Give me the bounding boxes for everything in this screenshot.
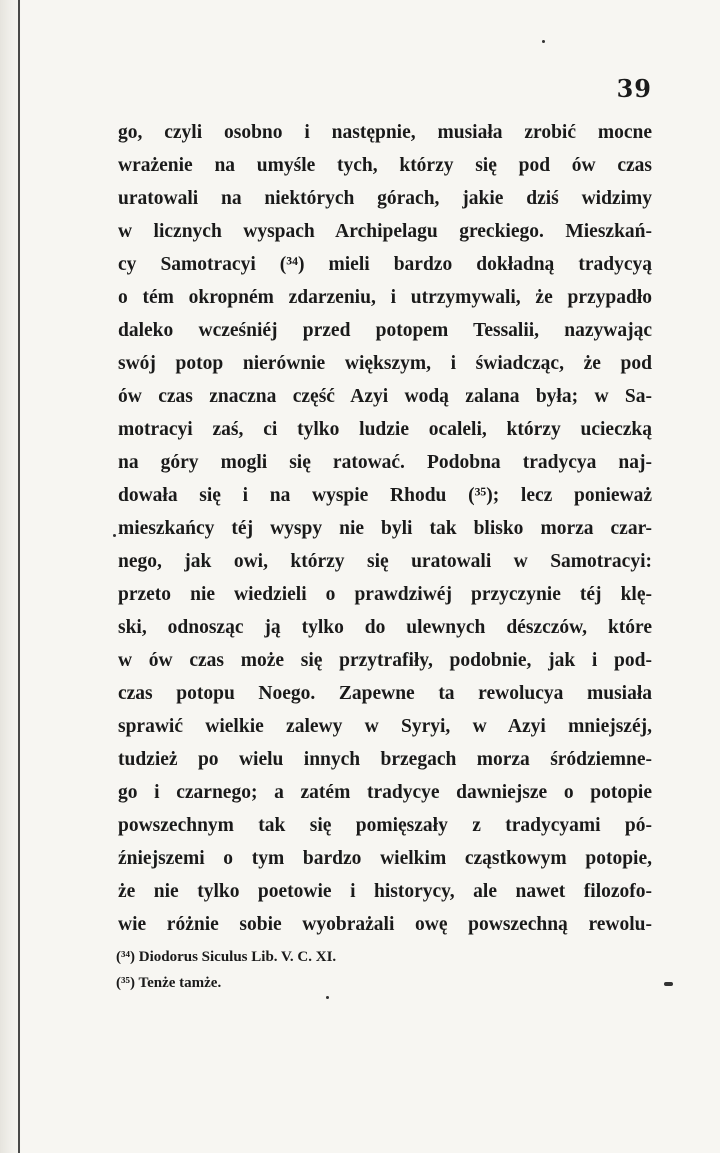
footnotes <box>116 944 636 996</box>
text-line: że nie tylko poetowie i historycy, ale nawet filozofo- <box>118 881 652 902</box>
text-line: wie różnie sobie wyobrażali owę powszechną rewolu- <box>118 914 652 935</box>
text-line: na góry mogli się ratować. Podobna tradycya naj- <box>118 452 652 473</box>
text-line: nego, jak owi, którzy się uratowali w Samotracyi: <box>118 551 652 572</box>
text-line: przeto nie wiedzieli o prawdziwéj przyczynie téj klę- <box>118 584 652 605</box>
text-line: go i czarnego; a zatém tradycye dawniejsze o potopie <box>118 782 652 803</box>
text-line: w licznych wyspach Archipelagu greckiego. Mieszkań- <box>118 221 652 242</box>
text-line: czas potopu Noego. Zapewne ta rewolucya musiała <box>118 683 652 704</box>
text-line: wrażenie na umyśle tych, którzy się pod ów czas <box>118 155 652 176</box>
text-line: tudzież po wielu innych brzegach morza śródziemne- <box>118 749 652 770</box>
text-line: go, czyli osobno i następnie, musiała zrobić mocne <box>118 122 652 143</box>
footnote-35: (³⁵) Tenże tamże. <box>116 975 222 991</box>
text-line: uratowali na niektórych górach, jakie dziś widzimy <box>118 188 652 209</box>
ink-speck <box>113 534 116 537</box>
ink-speck <box>326 996 329 999</box>
binding-rule <box>18 0 20 1153</box>
text-line: o tém okropném zdarzeniu, i utrzymywali, że przypadło <box>118 287 652 308</box>
text-line: motracyi zaś, ci tylko ludzie ocaleli, którzy ucieczką <box>118 419 652 440</box>
ink-speck <box>664 982 673 986</box>
text-line: w ów czas może się przytrafiły, podobnie, jak i pod- <box>118 650 652 671</box>
text-line: mieszkańcy téj wyspy nie byli tak blisko morza czar- <box>118 518 652 539</box>
page-number: 39 <box>616 74 652 103</box>
text-line: swój potop nierównie większym, i świadcząc, że pod <box>118 353 652 374</box>
text-line: ów czas znaczna część Azyi wodą zalana była; w Sa- <box>118 386 652 407</box>
text-line: źniejszemi o tym bardzo wielkim cząstkowym potopie, <box>118 848 652 869</box>
ink-speck <box>542 40 545 43</box>
text-line: powszechnym tak się pomięszały z tradycyami pó- <box>118 815 652 836</box>
text-line: daleko wcześniéj przed potopem Tessalii, nazywając <box>118 320 652 341</box>
footnote-34: (³⁴) Diodorus Siculus Lib. V. C. XI. <box>116 949 337 965</box>
text-line: sprawić wielkie zalewy w Syryi, w Azyi mniejszéj, <box>118 716 652 737</box>
main-text-block <box>118 116 652 941</box>
text-line: cy Samotracyi (³⁴) mieli bardzo dokładną tradycyą <box>118 254 652 275</box>
text-line: ski, odnosząc ją tylko do ulewnych dészczów, które <box>118 617 652 638</box>
text-line: dowała się i na wyspie Rhodu (³⁵); lecz ponieważ <box>118 485 652 506</box>
